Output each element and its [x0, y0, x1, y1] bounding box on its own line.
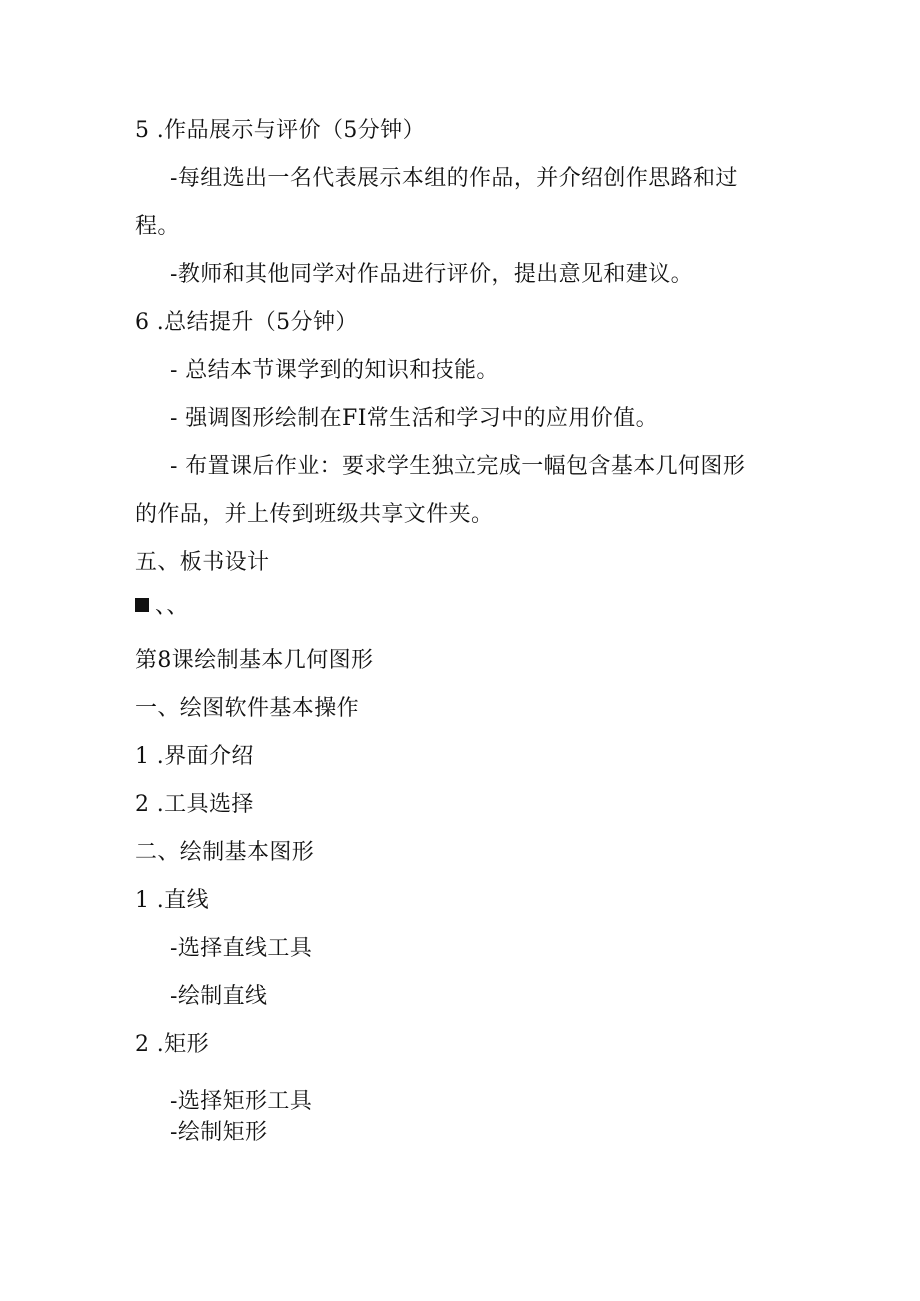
text-line: -绘制直线	[170, 984, 268, 1009]
bullet-text: 、、	[155, 594, 189, 619]
section-6-heading: 6 .总结提升（5分钟）	[135, 310, 358, 335]
text-line: 1 .直线	[135, 888, 209, 913]
board-heading: 二、绘制基本图形	[135, 840, 315, 865]
text-line: 的作品，并上传到班级共享文件夹。	[135, 502, 494, 527]
board-title: 第8课绘制基本几何图形	[135, 648, 374, 673]
square-bullet-icon	[135, 598, 149, 612]
text-line: - 总结本节课学到的知识和技能。	[170, 358, 499, 383]
text-line: 程。	[135, 214, 180, 239]
bullet-line	[135, 592, 189, 622]
text-line: -教师和其他同学对作品进行评价，提出意见和建议。	[170, 262, 694, 287]
text-line: 1 .界面介绍	[135, 744, 254, 769]
text-line: -选择矩形工具	[170, 1089, 313, 1114]
section-heading: 五、板书设计	[135, 550, 270, 575]
text-line: 2 .工具选择	[135, 792, 254, 817]
text-line: 2 .矩形	[135, 1032, 209, 1057]
section-5-heading: 5 .作品展示与评价（5分钟）	[135, 118, 425, 143]
text-line: - 强调图形绘制在FI常生活和学习中的应用价值。	[170, 406, 658, 431]
text-line: -选择直线工具	[170, 936, 313, 961]
text-line: -每组选出一名代表展示本组的作品，并介绍创作思路和过	[170, 166, 738, 191]
text-line: -绘制矩形	[170, 1120, 268, 1145]
text-line: - 布置课后作业：要求学生独立完成一幅包含基本几何图形	[170, 454, 746, 479]
board-heading: 一、绘图软件基本操作	[135, 696, 360, 721]
